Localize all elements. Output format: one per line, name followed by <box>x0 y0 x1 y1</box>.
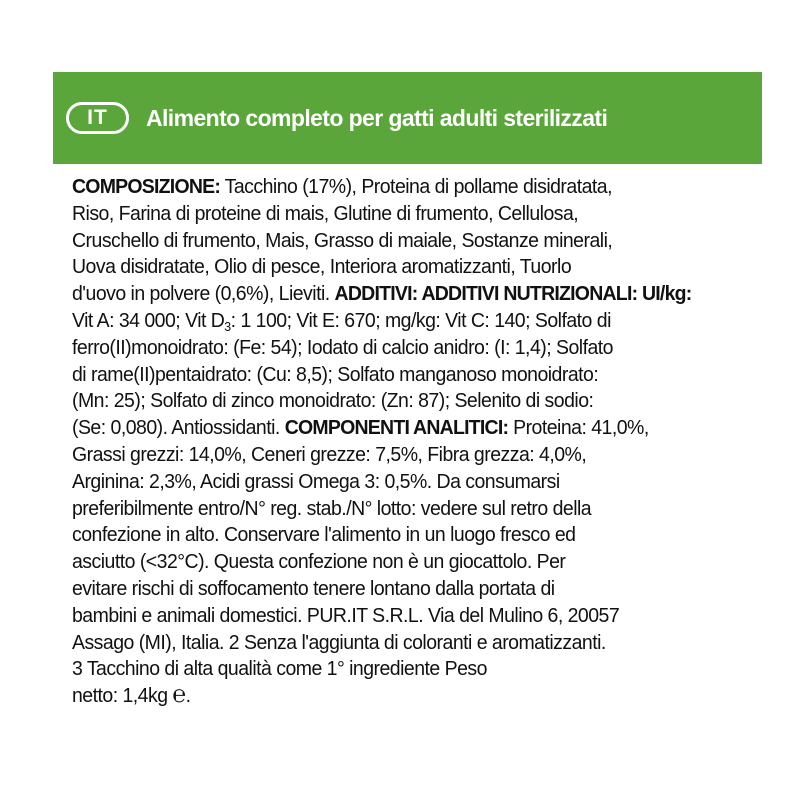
label-line-15: asciutto (<32°C). Questa confezione non è un giocattolo. Per <box>72 550 566 574</box>
label-line-5 <box>72 281 718 308</box>
label-line-14: confezione in alto. Conservare l'alimento in un luogo fresco ed <box>72 523 576 547</box>
vitamin-a-d-text: Vit A: 34 000; Vit D <box>72 308 225 332</box>
analytical-components-heading: COMPONENTI ANALITICI: <box>284 416 509 440</box>
vitamin-d-subscript: 3 <box>224 318 231 334</box>
net-weight-text: netto: 1,4kg <box>72 684 173 708</box>
additives-heading: ADDITIVI: ADDITIVI NUTRIZIONALI: UI/kg: <box>334 282 692 306</box>
protein-text: Proteina: 41,0%, <box>508 416 649 440</box>
label-line-9: (Mn: 25); Solfato di zinco monoidrato: (Zn: 87); Selenito di sodio: <box>72 389 594 413</box>
label-line-5-text: d'uovo in polvere (0,6%), Lieviti. <box>72 282 335 306</box>
label-line-8: di rame(II)pentaidrato: (Cu: 8,5); Solfato manganoso monoidrato: <box>72 362 599 386</box>
label-line-12: Arginina: 2,3%, Acidi grassi Omega 3: 0,5%. Da consumarsi <box>72 469 560 493</box>
product-title: Alimento completo per gatti adulti sterilizzati <box>146 104 608 131</box>
label-line-6 <box>72 308 718 335</box>
label-line-4: Uova disidratate, Olio di pesce, Interiora aromatizzanti, Tuorlo <box>72 255 572 279</box>
label-line-3: Cruschello di frumento, Mais, Grasso di maiale, Sostanze minerali, <box>72 228 613 252</box>
composition-text: Tacchino (17%), Proteina di pollame disidratata, <box>220 175 613 198</box>
label-line-17: bambini e animali domestici. PUR.IT S.R.L. Via del Mulino 6, 20057 <box>72 603 620 627</box>
label-line-1 <box>72 174 718 201</box>
label-line-16: evitare rischi di soffocamento tenere lontano dalla portata di <box>72 576 555 600</box>
label-line-20: netto: 1,4kg ℮. <box>72 681 191 709</box>
label-line-10-text: (Se: 0,080). Antiossidanti. <box>72 416 285 440</box>
label-line-13: preferibilmente entro/N° reg. stab./N° lotto: vedere sul retro della <box>72 496 592 520</box>
label-line-11: Grassi grezzi: 14,0%, Ceneri grezze: 7,5%, Fibra grezza: 4,0%, <box>72 442 587 466</box>
language-code: IT <box>87 106 108 129</box>
label-line-2: Riso, Farina di proteine di mais, Glutine di frumento, Cellulosa, <box>72 201 579 225</box>
ingredients-label-text <box>72 174 718 710</box>
label-line-19: 3 Tacchino di alta qualità come 1° ingrediente Peso <box>72 657 487 681</box>
language-badge <box>66 102 129 134</box>
label-line-10 <box>72 415 718 442</box>
language-header-bar <box>53 72 762 164</box>
vitamin-rest-text: : 1 100; Vit E: 670; mg/kg: Vit C: 140; Solfato di <box>230 308 611 332</box>
net-weight-period: . <box>185 684 191 708</box>
composition-heading: COMPOSIZIONE: <box>72 175 221 198</box>
label-line-7: ferro(II)monoidrato: (Fe: 54); Iodato di calcio anidro: (I: 1,4); Solfato <box>72 335 613 359</box>
label-line-18: Assago (MI), Italia. 2 Senza l'aggiunta di coloranti e aromatizzanti. <box>72 630 606 654</box>
